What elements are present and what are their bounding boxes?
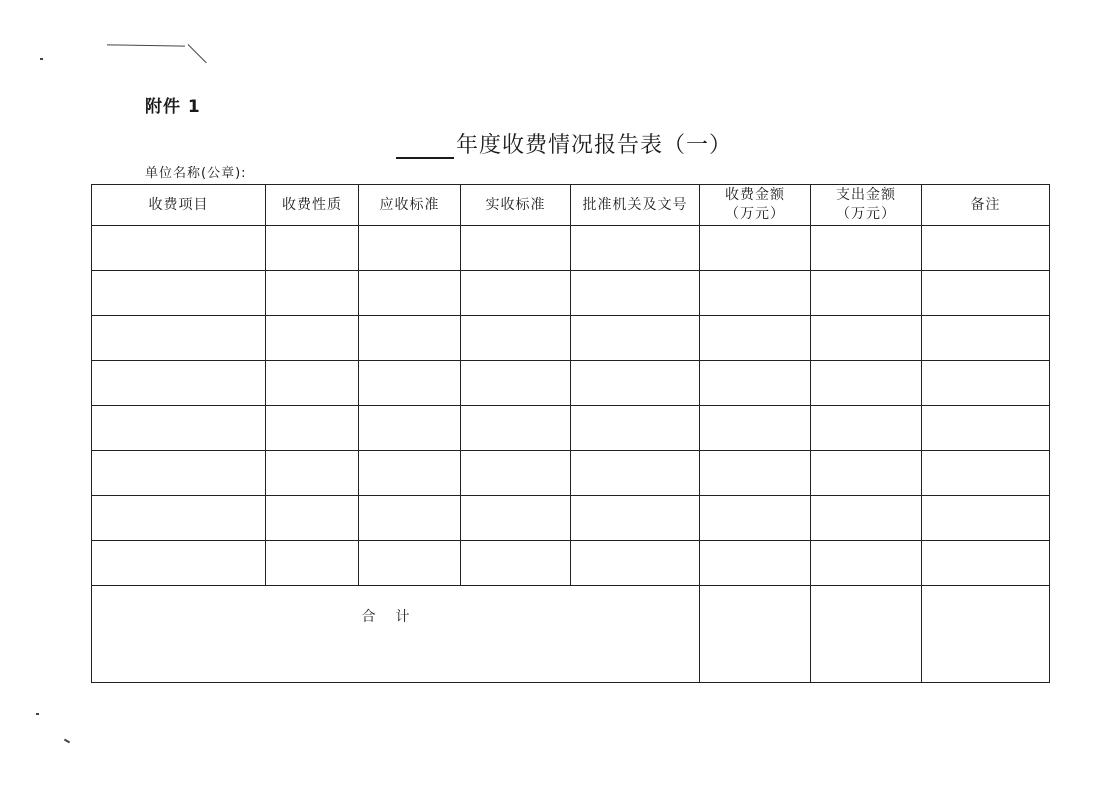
table-cell[interactable] xyxy=(922,271,1050,316)
table-row xyxy=(92,406,1050,451)
table-row xyxy=(92,361,1050,406)
table-cell[interactable] xyxy=(266,406,359,451)
table-cell[interactable] xyxy=(700,451,811,496)
table-row xyxy=(92,226,1050,271)
table-cell[interactable] xyxy=(266,451,359,496)
table-cell[interactable] xyxy=(700,226,811,271)
scan-mark xyxy=(188,44,207,63)
column-header-label: 批准机关及文号 xyxy=(582,196,688,213)
table-cell[interactable] xyxy=(266,226,359,271)
column-header-unit: （万元） xyxy=(836,206,896,222)
column-header xyxy=(266,185,359,226)
table-cell[interactable] xyxy=(359,361,461,406)
column-header-label: 备注 xyxy=(970,196,1001,213)
table-cell[interactable] xyxy=(700,541,811,586)
scan-mark xyxy=(40,58,43,60)
table-cell[interactable] xyxy=(359,406,461,451)
table-row xyxy=(92,496,1050,541)
table-cell[interactable] xyxy=(359,226,461,271)
table-cell[interactable] xyxy=(922,406,1050,451)
table-cell[interactable] xyxy=(700,496,811,541)
table-cell[interactable] xyxy=(359,541,461,586)
table-cell[interactable] xyxy=(461,541,571,586)
table-cell[interactable] xyxy=(700,361,811,406)
report-title xyxy=(396,128,732,159)
scan-mark xyxy=(107,44,185,46)
table-cell[interactable] xyxy=(266,541,359,586)
table-cell[interactable] xyxy=(461,451,571,496)
unit-name-label: 单位名称(公章): xyxy=(145,166,247,181)
table-cell[interactable] xyxy=(461,406,571,451)
table-cell[interactable] xyxy=(92,541,266,586)
table-cell[interactable] xyxy=(571,361,700,406)
table-cell[interactable] xyxy=(571,406,700,451)
table-cell[interactable] xyxy=(571,271,700,316)
table-cell[interactable] xyxy=(461,271,571,316)
table-cell[interactable] xyxy=(700,406,811,451)
column-header xyxy=(92,185,266,226)
column-header xyxy=(461,185,571,226)
table-cell[interactable] xyxy=(461,496,571,541)
table-cell[interactable] xyxy=(92,226,266,271)
table-cell[interactable] xyxy=(811,496,922,541)
table-cell[interactable] xyxy=(359,451,461,496)
table-row xyxy=(92,316,1050,361)
total-label: 合计 xyxy=(92,586,700,683)
total-cell[interactable] xyxy=(811,586,922,683)
total-row xyxy=(92,586,1050,683)
table-cell[interactable] xyxy=(922,226,1050,271)
table-cell[interactable] xyxy=(811,226,922,271)
table-row xyxy=(92,541,1050,586)
table-cell[interactable] xyxy=(461,361,571,406)
table-cell[interactable] xyxy=(266,316,359,361)
table-cell[interactable] xyxy=(811,361,922,406)
column-header xyxy=(359,185,461,226)
column-header-label: 收费性质 xyxy=(282,196,342,213)
table-cell[interactable] xyxy=(359,316,461,361)
table-cell[interactable] xyxy=(571,451,700,496)
table-cell[interactable] xyxy=(266,271,359,316)
table-cell[interactable] xyxy=(461,316,571,361)
column-header-label: 应收标准 xyxy=(379,196,440,213)
column-header xyxy=(700,185,811,226)
table-cell[interactable] xyxy=(92,451,266,496)
table-cell[interactable] xyxy=(266,496,359,541)
total-cell[interactable] xyxy=(922,586,1050,683)
table-cell[interactable] xyxy=(811,316,922,361)
table-cell[interactable] xyxy=(571,496,700,541)
table-cell[interactable] xyxy=(700,316,811,361)
table-cell[interactable] xyxy=(700,271,811,316)
table-cell[interactable] xyxy=(922,496,1050,541)
table-body xyxy=(92,226,1050,683)
total-cell[interactable] xyxy=(700,586,811,683)
table-cell[interactable] xyxy=(922,451,1050,496)
table-header-row xyxy=(92,185,1050,226)
table-cell[interactable] xyxy=(359,271,461,316)
table-cell[interactable] xyxy=(266,361,359,406)
table-cell[interactable] xyxy=(811,271,922,316)
attachment-label: 附件 1 xyxy=(145,97,201,117)
table-cell[interactable] xyxy=(92,361,266,406)
table-cell[interactable] xyxy=(92,316,266,361)
table-cell[interactable] xyxy=(811,541,922,586)
column-header xyxy=(571,185,700,226)
table-cell[interactable] xyxy=(922,361,1050,406)
table-row xyxy=(92,451,1050,496)
table-cell[interactable] xyxy=(922,541,1050,586)
year-blank-line xyxy=(396,133,454,159)
table-cell[interactable] xyxy=(92,496,266,541)
column-header-label: 收费项目 xyxy=(148,196,209,213)
fee-report-table xyxy=(91,184,1050,683)
scan-mark xyxy=(36,713,39,715)
table-cell[interactable] xyxy=(461,226,571,271)
table-cell[interactable] xyxy=(811,406,922,451)
report-title-text: 年度收费情况报告表（一） xyxy=(456,133,733,158)
table-row xyxy=(92,271,1050,316)
column-header-unit: （万元） xyxy=(725,206,785,222)
table-cell[interactable] xyxy=(811,451,922,496)
table-cell[interactable] xyxy=(359,496,461,541)
column-header xyxy=(811,185,922,226)
column-header-label: 支出金额 xyxy=(836,187,896,203)
column-header-label: 收费金额 xyxy=(725,187,785,203)
column-header xyxy=(922,185,1050,226)
column-header-label: 实收标准 xyxy=(485,196,546,213)
table-cell[interactable] xyxy=(92,406,266,451)
table-cell[interactable] xyxy=(922,316,1050,361)
table-cell[interactable] xyxy=(571,226,700,271)
table-cell[interactable] xyxy=(571,541,700,586)
table-cell[interactable] xyxy=(92,271,266,316)
scan-mark xyxy=(64,739,70,744)
table-cell[interactable] xyxy=(571,316,700,361)
